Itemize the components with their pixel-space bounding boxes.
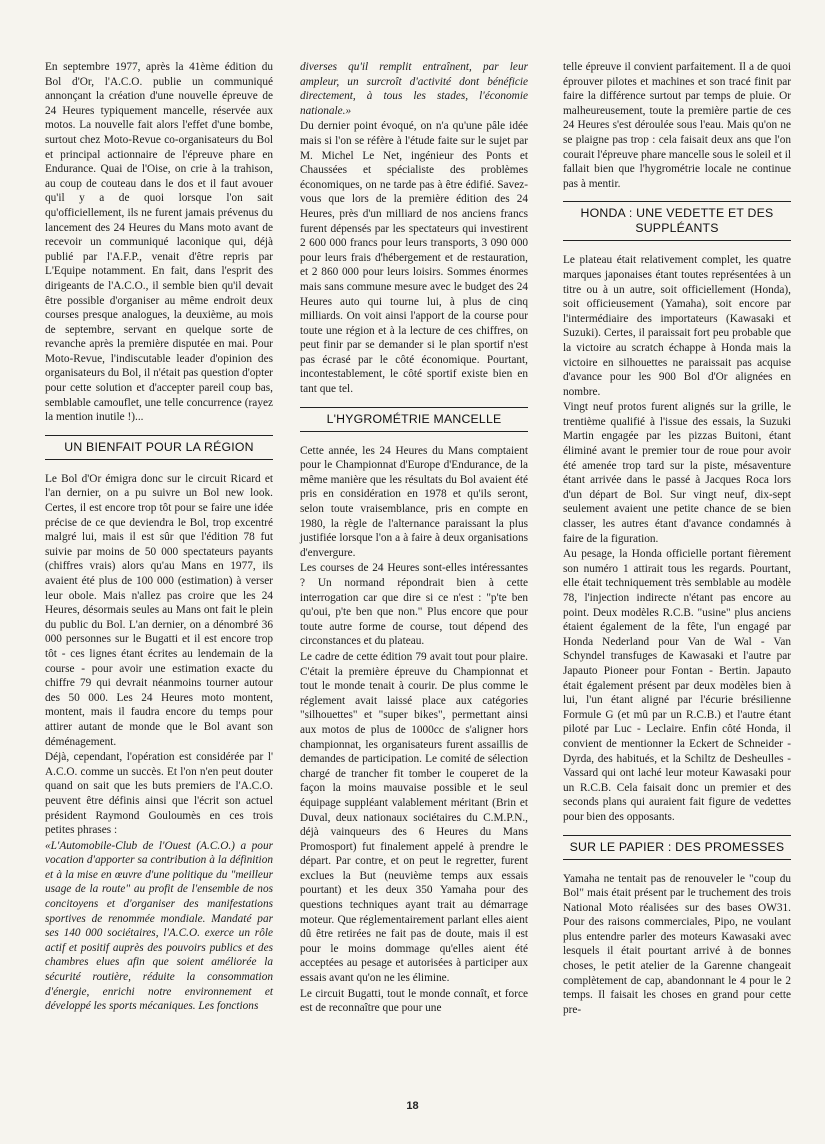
paragraph: telle épreuve il convient parfaitement. Il a de quoi éprouver pilotes et machines et son tracé finit par faire la différence surtout par temps de pluie. Or malheureusement, toute la première partie de ces 24 Heures s'est déroulée sous l'eau. Mais qu'on ne se plaigne pas trop : cela faisait deux ans que l'on courait l'épreuve phare mancelle sous le soleil et il fallait bien que l'hygrométrie locale ne continue pas à mentir. xyxy=(563,61,791,190)
paragraph: Yamaha ne tentait pas de renouveler le "coup du Bol" mais était présent par le truchement des trois National Moto réalisées sur des bases OW31. Pour des raisons commerciales, Pipo, ne voulant plus entendre parler des moteurs Kawasaki avec lesquels il était pourtant arrivé à de bonnes choses, le petit atelier de la Garenne changeait complètement de cap, abandonnant le 4 pour le 2 temps. Il faisait les choses en grand pour cette pre- xyxy=(563,872,791,1016)
paragraph: Le circuit Bugatti, tout le monde connaît, et force est de reconnaître que pour une xyxy=(300,987,528,1015)
paragraph: Le plateau était relativement complet, les quatre marques japonaises étant toutes représentées à un titre ou à un autre, soit officiellement (Honda), soit officieusement (Yamaha), soit encore par l'intermédiaire des importateurs (Kawasaki et Suzuki). Certes, il paraissait fort peu probable que la victoire au scratch échappe à Honda mais la victoire en silhouettes ne paraissait pas acquise d'avance pour les 900 Bol d'Or alignées en nombre. xyxy=(563,254,791,398)
paragraph: Le cadre de cette édition 79 avait tout pour plaire. C'était la première épreuve du Championnat et tout le monde tenait à courir. De plus comme le réglement avait laissé place aux catégories "silhouettes" et "super bikes", permettant ainsi aux motos de plus de 1000cc de s'aligner hors championnat, les organisateurs furent assaillis de demandes de participation. Le comité de sélection chargé de trancher fit tomber le couperet de la façon la moins mauvaise possible et le seul équipage suppléant valablement méritant (Brin et Duval, deux nationaux sociétaires du C.M.P.N., déjà vainqueurs des 6 Heures du Mans Promosport) fut finalement appelé à prendre le départ. Par contre, et on peut le regretter, furent exclues la But (neuvième temps aux essais pourtant) et les deux 350 Yamaha pour des questions techniques ayant trait au démarrage moteur. Que réglementairement parlant elles aient dû être retirées ne fait pas de doute, mais il est pour le moins dommage qu'elles aient été acceptées au pesage et autorisées à participer aux essais avant qu'on ne les élimine. xyxy=(300,650,528,985)
quote-paragraph: diverses qu'il remplit entraînent, par leur ampleur, un surcroît d'activité dont bénéficie directement, à tous les stades, l'économie nationale.» xyxy=(300,61,528,117)
section-heading: L'HYGROMÉTRIE MANCELLE xyxy=(300,407,528,432)
page-number: 18 xyxy=(406,1100,419,1112)
paragraph: Du dernier point évoqué, on n'a qu'une pâle idée mais si l'on se réfère à l'étude faite sur le sujet par M. Michel Le Net, ingénieur des Ponts et Chaussées et spécialiste des problèmes économiques, on ne tarde pas à être édifié. Savez-vous que lors de la première édition des 24 Heures, près d'un milliard de nos anciens francs furent dépensés par les spectateurs qui investirent 2 600 000 francs pour leurs transports, 3 090 000 pour leurs frais d'hébergement et de restauration, et 2 860 000 pour leurs loisirs. Sommes énormes mais sans commune mesure avec le budget des 24 Heures auto qui tourne lui, à plus de cinq milliards. On voit ainsi l'apport de la course pour toute une région et à la lecture de ces chiffres, on peut finir par se demander si le plan sportif n'est pas écrasé par le côté économique. Pourtant, incontestablement, le côté sportif existe bien en tant que tel. xyxy=(300,120,528,396)
paragraph: Au pesage, la Honda officielle portant fièrement son numéro 1 attirait tous les regards. Pourtant, elle était techniquement très semblable au modèle 78, l'injection indirecte n'étant pas encore au point. Deux modèles R.C.B. "usine" plus anciens étaient également de la fête, l'un engagé par Honda Nederland pour Van de Wal - Van Schyndel transfuges de Kawasaki et l'autre par Japauto Pioneer pour Fontan - Bertin. Japauto était également présent par deux modèles bien à lui, l'un étant aligné par l'écurie brésilienne Formule G (et mû par un R.C.B.) et l'autre étant piloté par Luc - Leclaire. Enfin côté Honda, il convient de mentionner la Eckert de Schneider - Dyrda, des habitués, et la Schiltz de Desheulles - Vassard qui ont laché leur moteur Kawasaki pour un R.C.B. Cela faisait donc un premier et des seconds plans qui auraient fait figure de vedettes pour bien des opposants. xyxy=(563,548,791,823)
quote-paragraph: «L'Automobile-Club de l'Ouest (A.C.O.) a pour vocation d'apporter sa contribution à la définition et à la mise en œuvre d'une politique du "meilleur usage de la route" au profit de l'ensemble de nos concitoyens et d'organiser des manifestations sportives de renommée mondiale. Mandaté par ses 140 000 sociétaires, l'A.C.O. exerce un rôle actif et positif auprès des pouvoirs publics et des chambres elues afin que soient améliorée la sécurité routière, réduite la consommation d'énergie, enrichi notre environnement et développé les sports mécaniques. Les fonctions xyxy=(45,839,273,1013)
column-middle xyxy=(300,60,528,1017)
paragraph: Les courses de 24 Heures sont-elles intéressantes ? Un normand répondrait bien à cette interrogation car que dire si ce n'est : "p'te ben qu'oui, p'te ben que non." Plus encore que pour toute autre forme de course, tout dépend des circonstances et du plateau. xyxy=(300,562,528,648)
column-right xyxy=(563,60,791,1018)
paragraph: Déjà, cependant, l'opération est considérée par l' A.C.O. comme un succès. Et l'on n'en peut douter quand on sait que les buts premiers de l'A.C.O. peuvent être définis ainsi que l'écrit son actuel président Raymond Gouloumès en ces trois petites phrases : xyxy=(45,751,273,837)
section-heading: UN BIENFAIT POUR LA RÉGION xyxy=(45,435,273,460)
paragraph: En septembre 1977, après la 41ème édition du Bol d'Or, l'A.C.O. publie un communiqué annonçant la création d'une nouvelle épreuve de 24 Heures typiquement mancelle, réservée aux motos. La nouvelle fait alors l'effet d'une bombe, surtout chez Moto-Revue co-organisateurs du Bol et principal actionnaire de l'épreuve phare en Endurance. Quai de l'Oise, on crie à la trahison, au coup de couteau dans le dos et il faut avouer qu'il y a de quoi lorsque l'on sait qu'officiellement, ils ne furent jamais prévenus du lancement des 24 Heures du Mans moto avant de recevoir un communiqué laconique qui, déjà publié par l'A.F.P., venait d'être repris par L'Equipe notamment. En fait, dans l'esprit des dirigeants de l'A.C.O., il semble bien qu'il devait être possible d'organiser au même endroit deux courses presque analogues, la deuxième, au mois de septembre, servant en quelque sorte de revanche après la première disputée en mai. Pour Moto-Revue, l'indiscutable leader d'opinion des organisateurs du Bol, il n'était pas question d'opter pour cette solution et d'accepter pareil coup bas, semblable camouflet, une telle concurrence (rayez la mention inutile !)... xyxy=(45,61,273,424)
paragraph: Le Bol d'Or émigra donc sur le circuit Ricard et l'an dernier, on a pu suivre un Bol new look. Certes, il est encore trop tôt pour se faire une idée précise de ce que deviendra le Bol, trop excentré malgré lui, mais il est sûr que l'édition 78 fut suivie par moins de 50 000 spectateurs payants (chiffres vrais) alors qu'au Mans en 1977, ils avaient été plus de 100 000 (estimation) à verser leur obole. Mais n'allez pas croire que les 24 Heures, désormais seules au Mans ont fait le plein du public du Bol. L'an dernier, on a dénombré 36 000 personnes sur le Bugatti et il est encore trop tôt - ces lignes étant écrites au lendemain de la course - pour avoir une estimation exacte du chiffre 79 qui devrait néanmoins tourner autour des 50 000. Les 24 Heures moto montent, montent, mais il faudra encore du temps pour attirer autant de monde que le Bol avant son déménagement. xyxy=(45,472,273,748)
column-left xyxy=(45,60,273,1015)
section-heading: HONDA : UNE VEDETTE ET DES SUPPLÉANTS xyxy=(563,201,791,241)
paragraph: Vingt neuf protos furent alignés sur la grille, le trentième qualifié à l'issue des essais, la Suzuki Martin engagée par les pizzas Buitoni, étant éliminé avant le premier tour de roue pour avoir été amenée trop tard sur la piste, mésaventure étant arrivée dans le passé à Jacques Roca lors d'un départ de Bol. Sur vingt neuf, dix-sept seulement avaient une petite chance de se bien classer, les autres étant d'avance condamnés à faire de la figuration. xyxy=(563,401,791,545)
section-heading: SUR LE PAPIER : DES PROMESSES xyxy=(563,835,791,860)
paragraph: Cette année, les 24 Heures du Mans comptaient pour le Championnat d'Europe d'Endurance, de la même manière que les résultats du Bol avaient été pris en considération en 1978 et qu'ils seront, selon toute vraisemblance, pris en compte en 1980, la règle de l'alternance paraissant la plus justifiée lorsque l'on a à faire à deux organisations d'envergure. xyxy=(300,444,528,559)
